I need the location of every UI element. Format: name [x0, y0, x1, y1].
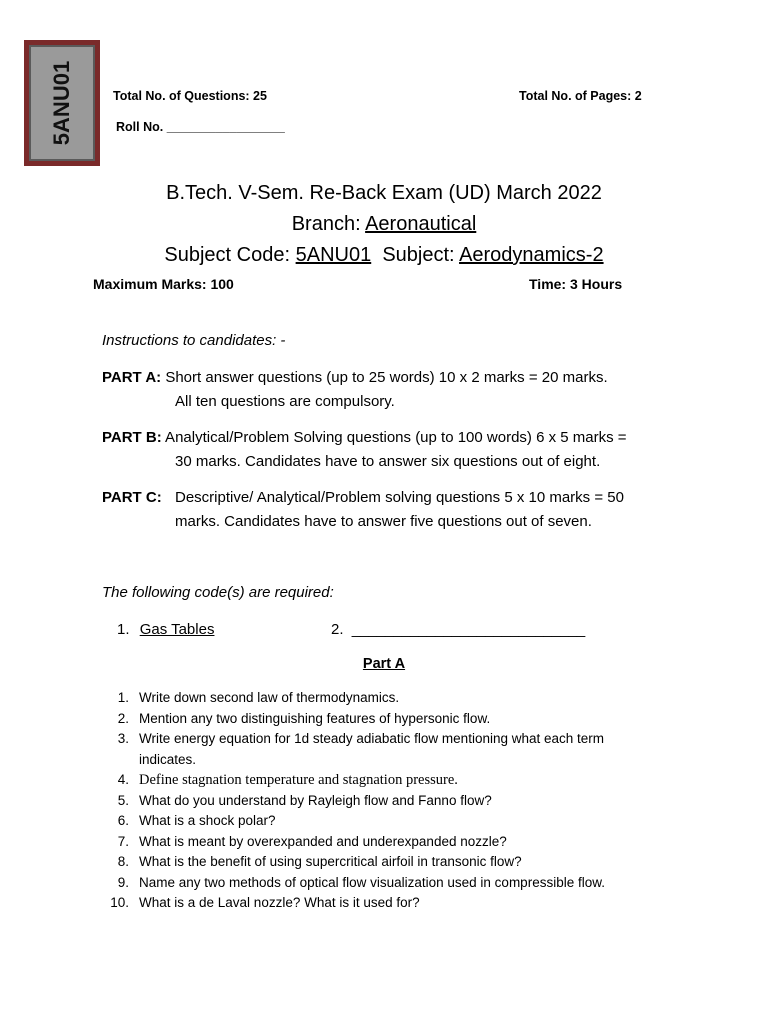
instructions-heading: Instructions to candidates: - — [102, 332, 286, 349]
code-item-1-number: 1. — [117, 621, 130, 638]
question-text: What is a shock polar? — [139, 813, 276, 828]
branch-value: Aeronautical — [365, 213, 477, 235]
question-item — [103, 770, 659, 791]
subject-line — [0, 244, 768, 267]
part-c-label: PART C: — [102, 489, 162, 506]
question-number: 4. — [117, 772, 129, 787]
question-number: 6. — [117, 813, 129, 828]
exam-title: B.Tech. V-Sem. Re-Back Exam (UD) March 2022 — [166, 182, 602, 204]
question-item — [103, 688, 659, 709]
part-a-label: PART A: — [102, 369, 162, 386]
question-item — [103, 729, 659, 770]
part-c-text-1: Descriptive/ Analytical/Problem solving questions 5 x 10 marks = 50 — [175, 489, 624, 506]
code-item-2-blank: ____________________________ — [351, 621, 586, 638]
codes-heading: The following code(s) are required: — [102, 584, 334, 601]
question-number: 10. — [110, 895, 129, 910]
part-a-question-list — [103, 688, 659, 914]
part-a-text-1: Short answer questions (up to 25 words) 10 x 2 marks = 20 marks. — [161, 369, 608, 386]
question-item — [103, 709, 659, 730]
part-b-instruction — [102, 426, 682, 474]
stamp-code-text: 5ANU01 — [49, 60, 74, 146]
total-questions: Total No. of Questions: 25 — [113, 89, 267, 103]
question-text: Write down second law of thermodynamics. — [139, 690, 400, 705]
question-number: 7. — [117, 833, 129, 849]
question-item — [103, 791, 659, 812]
code-item-2-number: 2. — [331, 621, 344, 638]
stamp-inner — [29, 45, 95, 161]
question-number: 3. — [117, 731, 129, 746]
branch-line — [0, 213, 768, 236]
question-text: Define stagnation temperature and stagnation pressure. — [139, 772, 458, 788]
question-item — [103, 811, 659, 832]
subject-code-label: Subject Code: — [164, 244, 296, 266]
subject-code-value: 5ANU01 — [295, 244, 372, 266]
question-text: What is meant by overexpanded and underexpanded nozzle? — [139, 833, 507, 849]
question-number: 8. — [117, 854, 129, 869]
roll-number-field: Roll No. _________________ — [116, 120, 285, 134]
question-text: Name any two methods of optical flow visualization used in compressible flow. — [139, 874, 605, 890]
question-number: 2. — [117, 710, 129, 726]
question-number: 9. — [117, 874, 129, 890]
question-item — [103, 893, 659, 914]
part-a-text-2: All ten questions are compulsory. — [175, 393, 395, 410]
question-item — [103, 873, 659, 894]
code-item-1 — [117, 618, 214, 642]
question-text: What is a de Laval nozzle? What is it used for? — [139, 895, 420, 910]
part-c-text-2: marks. Candidates have to answer five questions out of seven. — [175, 513, 592, 530]
question-number: 1. — [117, 690, 129, 705]
question-item — [103, 852, 659, 873]
subject-code-stamp — [24, 40, 100, 166]
question-text: Mention any two distinguishing features of hypersonic flow. — [139, 710, 491, 726]
branch-label: Branch: — [291, 213, 366, 235]
code-item-2 — [331, 618, 585, 642]
question-number: 5. — [117, 792, 129, 808]
code-item-1-text: Gas Tables — [139, 621, 215, 638]
total-pages: Total No. of Pages: 2 — [519, 89, 642, 103]
question-text: What do you understand by Rayleigh flow and Fanno flow? — [139, 792, 492, 808]
subject-value: Aerodynamics-2 — [459, 244, 604, 266]
maximum-marks: Maximum Marks: 100 — [93, 276, 234, 292]
part-a-heading-text: Part A — [362, 656, 406, 672]
part-c-instruction — [102, 486, 682, 534]
part-a-instruction — [102, 366, 682, 414]
exam-time: Time: 3 Hours — [529, 276, 623, 292]
part-a-heading — [0, 656, 768, 672]
question-text: Write energy equation for 1d steady adiabatic flow mentioning what each term indicates. — [139, 731, 605, 767]
part-b-text-1: Analytical/Problem Solving questions (up to 100 words) 6 x 5 marks = — [161, 429, 627, 446]
part-b-text-2: 30 marks. Candidates have to answer six questions out of eight. — [175, 453, 601, 470]
question-item — [103, 832, 659, 853]
question-text: What is the benefit of using supercritical airfoil in transonic flow? — [139, 854, 522, 869]
subject-label: Subject: — [371, 244, 460, 266]
part-b-label: PART B: — [102, 429, 162, 446]
